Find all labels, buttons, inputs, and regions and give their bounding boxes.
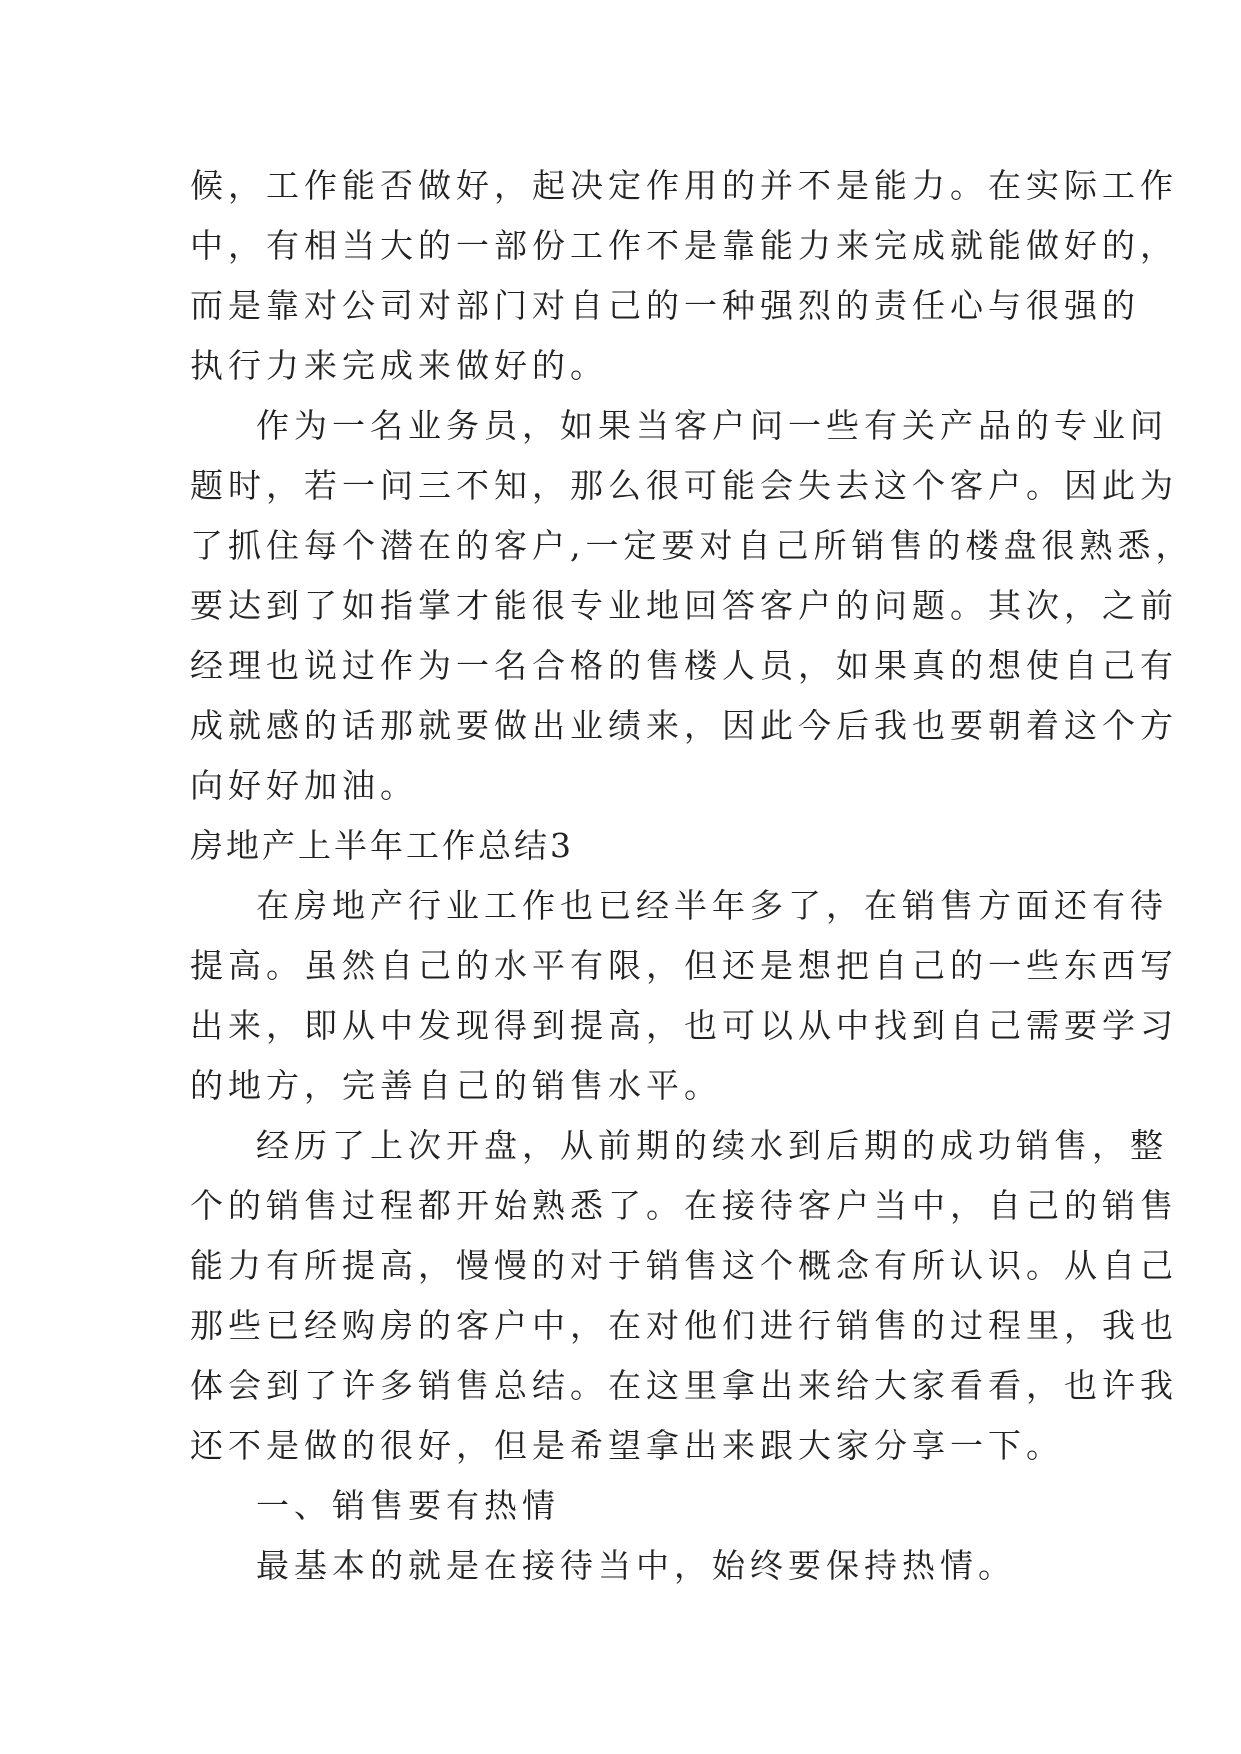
text-line: 经理也说过作为一名合格的售楼人员，如果真的想使自己有 [190, 646, 1178, 685]
text-line: 向好好加油。 [190, 766, 418, 805]
section-heading: 房地产上半年工作总结3 [190, 826, 574, 865]
text-line: 作为一名业务员，如果当客户问一些有关产品的专业问 [256, 406, 1168, 445]
document-body [190, 156, 1194, 1596]
text-line: 出来，即从中发现得到提高，也可以从中找到自己需要学习 [190, 1006, 1178, 1045]
text-line: 在房地产行业工作也已经半年多了，在销售方面还有待 [256, 886, 1168, 925]
text-line: 个的销售过程都开始熟悉了。在接待客户当中，自己的销售 [190, 1186, 1178, 1225]
text-line: 要达到了如指掌才能很专业地回答客户的问题。其次，之前 [190, 586, 1178, 625]
text-line: 题时，若一问三不知，那么很可能会失去这个客户。因此为 [190, 466, 1178, 505]
text-line: 体会到了许多销售总结。在这里拿出来给大家看看，也许我 [190, 1366, 1178, 1405]
text-line: 中，有相当大的一部份工作不是靠能力来完成就能做好的， [190, 226, 1178, 265]
text-line: 一、销售要有热情 [256, 1486, 560, 1525]
text-line: 候，工作能否做好，起决定作用的并不是能力。在实际工作 [190, 166, 1178, 205]
text-line: 执行力来完成来做好的。 [190, 346, 608, 385]
text-line: 还不是做的很好，但是希望拿出来跟大家分享一下。 [190, 1426, 1064, 1465]
text-line: 而是靠对公司对部门对自己的一种强烈的责任心与很强的 [190, 286, 1140, 325]
text-line: 了抓住每个潜在的客户,一定要对自己所销售的楼盘很熟悉， [190, 526, 1194, 565]
text-line: 经历了上次开盘，从前期的续水到后期的成功销售，整 [256, 1126, 1168, 1165]
text-line: 提高。虽然自己的水平有限，但还是想把自己的一些东西写 [190, 946, 1178, 985]
text-line: 能力有所提高，慢慢的对于销售这个概念有所认识。从自己 [190, 1246, 1178, 1285]
text-line: 成就感的话那就要做出业绩来，因此今后我也要朝着这个方 [190, 706, 1178, 745]
text-line: 最基本的就是在接待当中，始终要保持热情。 [256, 1546, 1016, 1585]
text-line: 的地方，完善自己的销售水平。 [190, 1066, 722, 1105]
text-line: 那些已经购房的客户中，在对他们进行销售的过程里，我也 [190, 1306, 1178, 1345]
